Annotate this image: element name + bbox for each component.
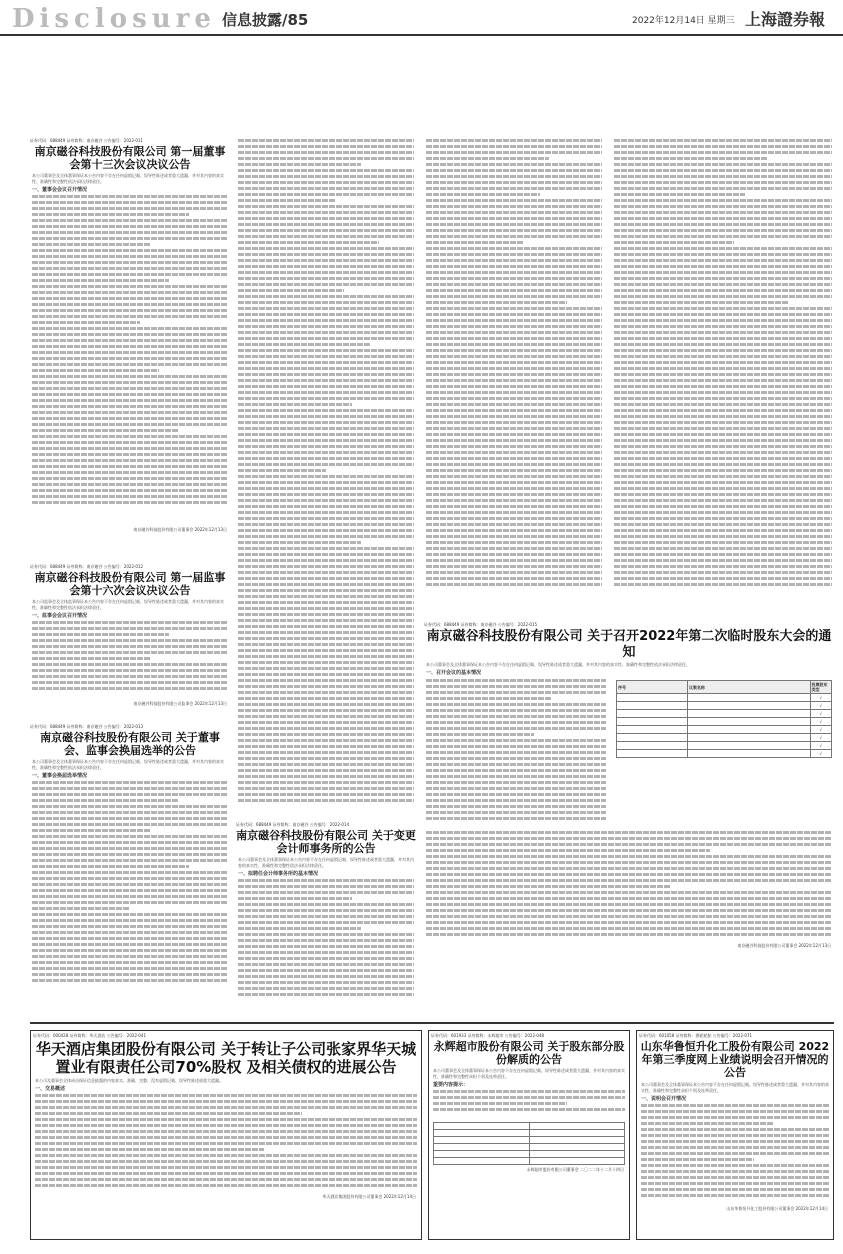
section-brand: Disclosure: [12, 4, 216, 34]
announcement-supervisory-resolution: [30, 564, 230, 719]
table-row: [434, 1137, 625, 1144]
newspaper-name: 上海證券報: [745, 10, 826, 29]
disclaimer-text: 本公司董事会及全体董事保证本公告内容不存在任何虚假记载、误导性陈述或者重大遗漏，并对其内容的真实性、准确性和完整性依法承担法律责任。: [32, 173, 224, 185]
table-row: [434, 1151, 625, 1158]
stock-code-line: 证券代码：688449 证券简称：南京磁谷 公告编号：2022-014: [236, 822, 350, 827]
stock-code-line: 证券代码：688449 证券简称：南京磁谷 公告编号：2022-012: [30, 564, 144, 569]
body-text: [426, 139, 602, 615]
section-heading: 一、董事会换届选举情况: [32, 773, 88, 780]
stock-code-line: 证券代码：000428 证券简称：华天酒店 公告编号：2022-041: [33, 1033, 147, 1038]
continuation-text-column: [424, 138, 604, 618]
masthead: [0, 0, 843, 36]
table-row: √: [617, 710, 832, 718]
section-heading: 一、拟聘任会计师事务所的基本情况: [238, 871, 319, 878]
disclaimer-text: 本公司董事会及全体董事保证本公告内容不存在任何虚假记载、误导性陈述或者重大遗漏，并对其内容的真实性、准确性和完整性依法承担法律责任。: [426, 662, 690, 668]
section-heading: 一、召开会议的基本情况: [426, 670, 482, 677]
table-header: 投票股东类型: [810, 681, 832, 694]
announcement-auditor-change: [236, 822, 416, 1014]
stock-code-line: 证券代码：688449 证券简称：南京磁谷 公告编号：2022-015: [424, 622, 538, 627]
section-heading: 一、说明会召开情况: [641, 1095, 687, 1102]
body-text: [32, 621, 228, 699]
announcement-title: 华天酒店集团股份有限公司 关于转让子公司张家界华天城置业有限责任公司70%股权 及相关债权的进展公告: [35, 1040, 417, 1076]
announcement-board-resolution: [30, 138, 230, 558]
table-row: √: [617, 742, 832, 750]
announcement-board-election: [30, 724, 230, 1014]
pledge-table: [433, 1122, 625, 1165]
body-text: [35, 1094, 417, 1192]
table-header: 序号: [617, 681, 688, 694]
signature: 山东华鲁恒升化工股份有限公司董事会 2022年12月14日: [726, 1205, 828, 1211]
body-text: [426, 679, 606, 829]
disclaimer-text: 本公司董事会及全体董事保证本公告内容不存在任何虚假记载、误导性陈述或者重大遗漏，并对其内容的真实性、准确性和完整性依法承担法律责任。: [238, 857, 414, 869]
table-row: √: [617, 718, 832, 726]
section-divider: [30, 1022, 834, 1024]
announcement-title: 南京磁谷科技股份有限公司 第一届董事会第十三次会议决议公告: [34, 145, 226, 172]
body-text: [238, 139, 414, 815]
stock-code-line: 证券代码：601058 证券简称：赛轮轮胎 公告编号：2022-071: [639, 1033, 753, 1038]
table-row: √: [617, 694, 832, 702]
stock-code-line: 证券代码：688449 证券简称：南京磁谷 公告编号：2022-011: [30, 138, 144, 143]
stock-code-line: 证券代码：688449 证券简称：南京磁谷 公告编号：2022-013: [30, 724, 144, 729]
table-row: √: [617, 702, 832, 710]
continuation-text-column: [236, 138, 416, 818]
signature: 华天酒店集团股份有限公司董事会 2022年12月14日: [322, 1194, 416, 1199]
announcement-title: 南京磁谷科技股份有限公司 关于召开2022年第二次临时股东大会的通知: [426, 629, 832, 660]
body-text: [426, 831, 832, 941]
disclaimer-text: 本公司及董事会全体成员保证信息披露的内容真实、准确、完整，没有虚假记载、误导性陈述或重大遗漏。: [35, 1078, 223, 1083]
table-header: 议案名称: [687, 681, 810, 694]
signature: 南京磁谷科技股份有限公司监事会 2022年12月13日: [133, 701, 227, 707]
page-section-title: 信息披露/85: [222, 11, 309, 29]
disclaimer-text: 本公司董事会及全体董事保证本公告内容不存在任何虚假记载、误导性陈述或者重大遗漏，并对其内容的真实性、准确性和完整性承担个别及连带责任。: [433, 1068, 625, 1080]
disclaimer-text: 本公司董事会及全体董事保证本公告内容不存在任何虚假记载、误导性陈述或者重大遗漏，并对其内容的真实性、准确性和完整性承担个别及连带责任。: [641, 1081, 829, 1093]
proposal-table-wrap: [614, 678, 834, 760]
announcement-earnings-call: [636, 1030, 834, 1240]
table-row: [434, 1123, 625, 1130]
table-row: [434, 1130, 625, 1137]
signature: 永辉超市股份有限公司董事会 二〇二二年十二月十四日: [526, 1167, 624, 1173]
announcement-title: 南京磁谷科技股份有限公司 关于变更会计师事务所的公告: [236, 829, 416, 856]
section-heading: 一、交易概述: [35, 1086, 66, 1092]
table-row: √: [617, 734, 832, 742]
body-text: [32, 781, 228, 986]
announcement-equity-transfer: [30, 1030, 422, 1240]
body-text: [433, 1090, 625, 1120]
body-text: [32, 195, 228, 525]
announcement-title: 永辉超市股份有限公司 关于股东部分股份解质的公告: [433, 1040, 625, 1067]
announcement-pledge-release: [428, 1030, 630, 1240]
table-row: [434, 1158, 625, 1165]
section-heading: 一、董事会会议召开情况: [32, 187, 88, 194]
body-text: [614, 139, 832, 615]
announcement-title: 南京磁谷科技股份有限公司 关于董事会、监事会换届选举的公告: [40, 731, 220, 758]
stock-code-line: 证券代码：601933 证券简称：永辉超市 公告编号：2022-048: [431, 1033, 545, 1038]
announcement-title: 山东华鲁恒升化工股份有限公司 2022年第三季度网上业绩说明会召开情况的公告: [640, 1040, 830, 1080]
section-heading: 一、监事会会议召开情况: [32, 613, 88, 620]
issue-date: 2022年12月14日 星期三: [632, 16, 735, 26]
signature: 南京磁谷科技股份有限公司董事会 2022年12月13日: [133, 527, 227, 533]
signature: 南京磁谷科技股份有限公司董事会 2022年12月13日: [737, 943, 831, 949]
disclaimer-text: 本公司监事会及全体监事保证本公告内容不存在任何虚假记载、误导性陈述或者重大遗漏，并对其内容的真实性、准确性和完整性依法承担法律责任。: [32, 599, 224, 611]
continuation-text-column: [612, 138, 834, 618]
section-heading: 重要内容提示：: [433, 1082, 469, 1089]
proposal-table: [616, 680, 832, 758]
table-row: [434, 1144, 625, 1151]
body-text: [641, 1104, 829, 1204]
announcement-title: 南京磁谷科技股份有限公司 第一届监事会第十六次会议决议公告: [34, 571, 226, 598]
table-row: √: [617, 750, 832, 758]
table-row: √: [617, 726, 832, 734]
body-text: [238, 879, 414, 999]
disclaimer-text: 本公司董事会及全体董事保证本公告内容不存在任何虚假记载、误导性陈述或者重大遗漏，并对其内容的真实性、准确性和完整性依法承担法律责任。: [32, 759, 224, 771]
announcement-shareholders-meeting: [424, 622, 834, 1014]
